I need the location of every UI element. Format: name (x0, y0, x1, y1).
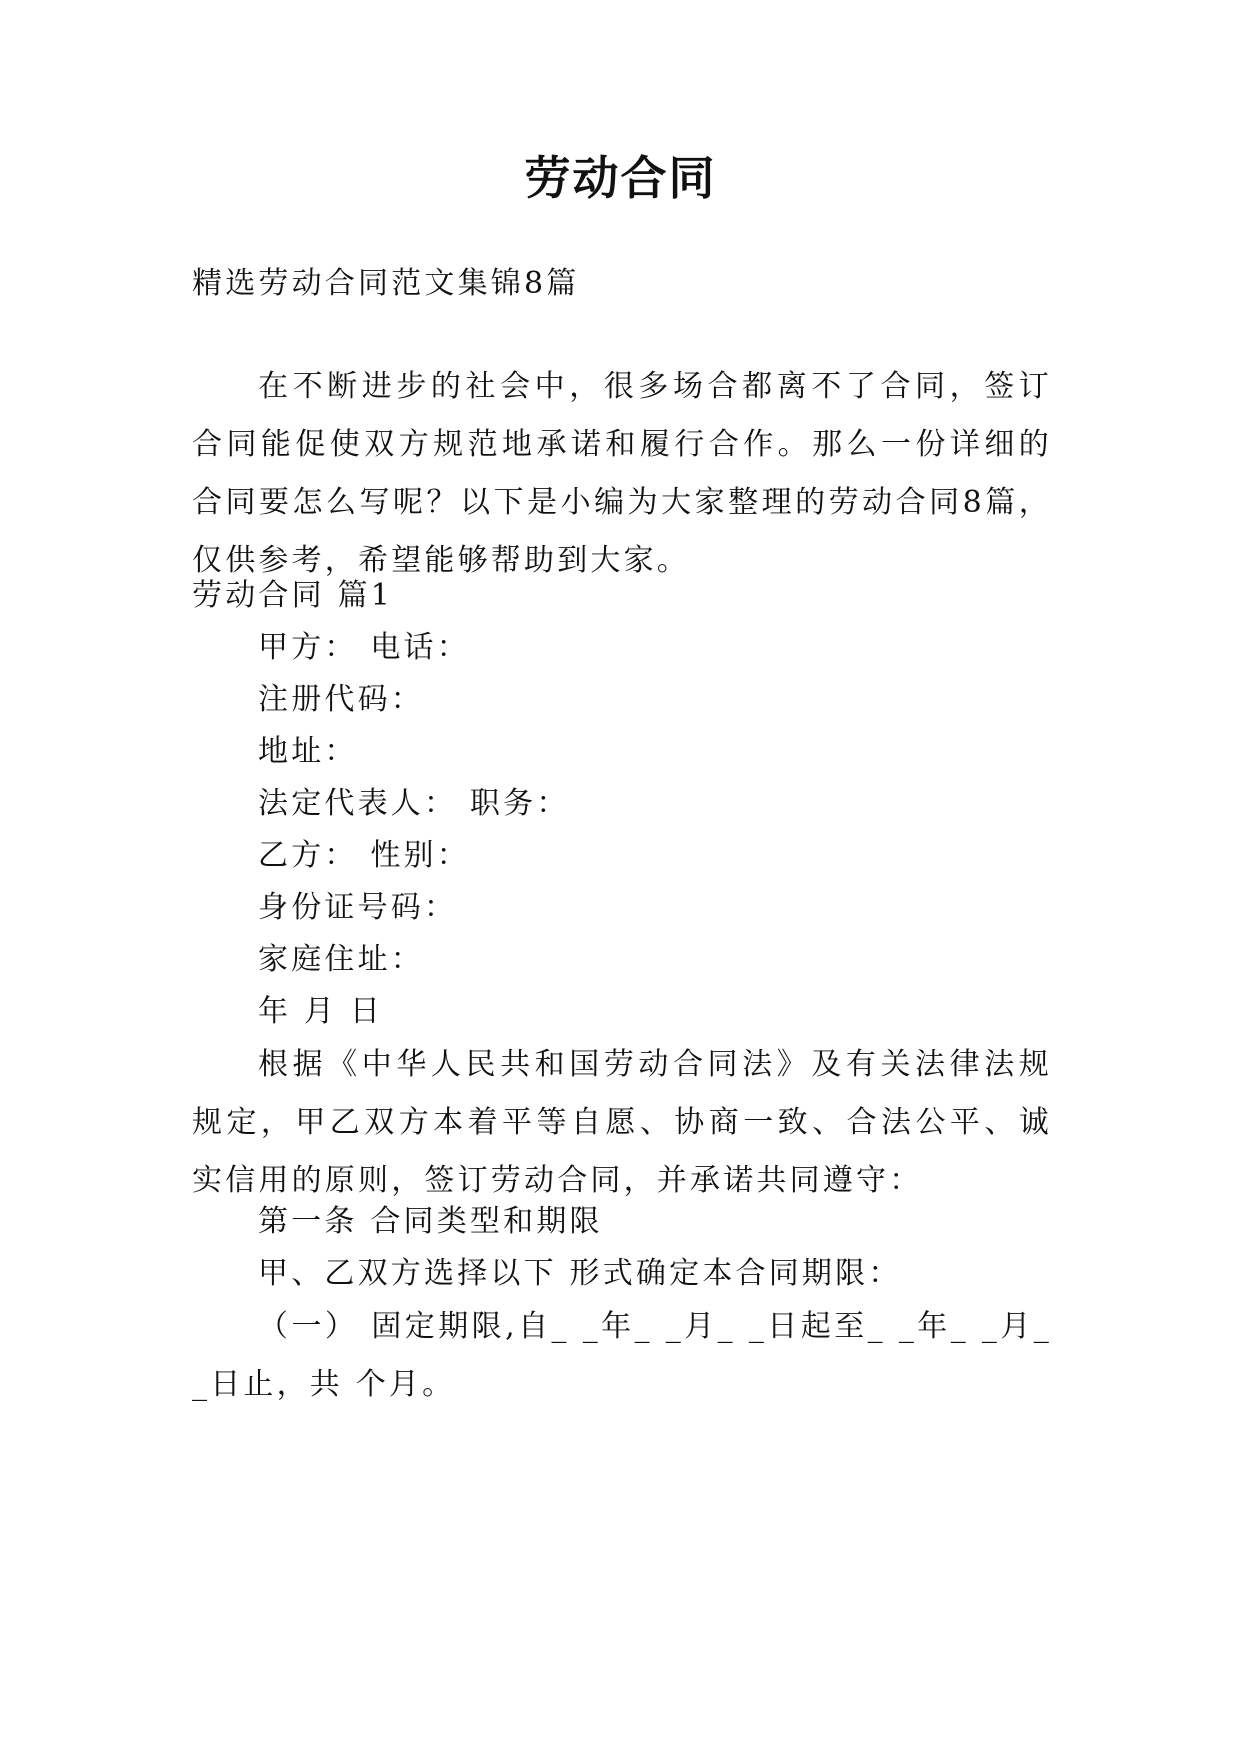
intro-paragraph: 在不断进步的社会中，很多场合都离不了合同，签订合同能促使双方规范地承诺和履行合作。那么一份详细的合同要怎么写呢？以下是小编为大家整理的劳动合同8篇，仅供参考，希望能够帮助到大家。 (192, 369, 1052, 578)
article1-item1: （一） 固定期限,自_ _年_ _月_ _日起至_ _年_ _月_ _日止，共 个月。 (192, 1309, 1052, 1402)
address-field: 地址： (258, 734, 358, 769)
article1-text: 甲、乙双方选择以下 形式确定本合同期限： (258, 1256, 902, 1291)
date-field: 年 月 日 (258, 994, 384, 1029)
party-b-field: 乙方： 性别： (258, 838, 470, 873)
home-address-field: 家庭住址： (258, 942, 424, 977)
basis-paragraph: 根据《中华人民共和国劳动合同法》及有关法律法规规定，甲乙双方本着平等自愿、协商一致、合法公平、诚实信用的原则，签订劳动合同，并承诺共同遵守： (192, 1047, 1052, 1198)
document-title: 劳动合同 (524, 151, 717, 205)
section-heading: 劳动合同 篇1 (192, 578, 394, 613)
party-a-field: 甲方： 电话： (258, 630, 470, 665)
article1-heading: 第一条 合同类型和期限 (258, 1204, 603, 1239)
reg-code-field: 注册代码： (258, 682, 424, 717)
document-subtitle: 精选劳动合同范文集锦8篇 (192, 266, 580, 301)
legal-rep-field: 法定代表人： 职务： (258, 786, 570, 821)
id-number-field: 身份证号码： (258, 890, 458, 925)
